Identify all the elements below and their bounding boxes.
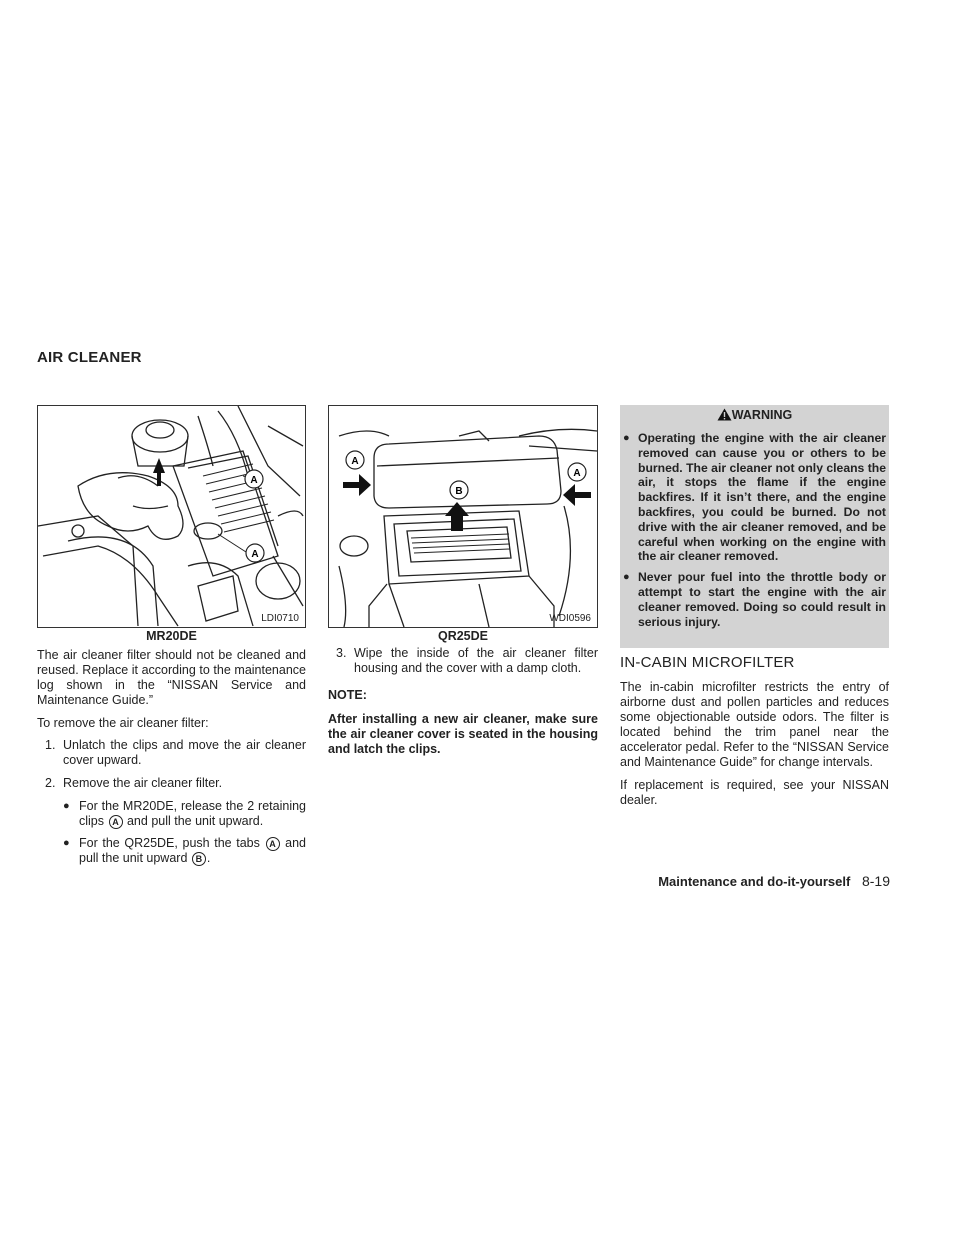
page-footer (658, 873, 890, 889)
bullet-dot: ● (623, 571, 630, 584)
warning-item (620, 431, 889, 564)
bullet-dot: ● (63, 837, 70, 849)
step-number: 1. (45, 738, 56, 752)
removal-lead: To remove the air cleaner filter: (37, 716, 209, 730)
figure-label-b: B (455, 486, 463, 497)
figure-code: LDI0710 (261, 613, 299, 624)
step-text: Unlatch the clips and move the air cleaner cover upward. (63, 738, 306, 767)
step-2 (37, 776, 306, 791)
marker-b: B (192, 852, 206, 866)
figure-label-a: A (573, 468, 581, 479)
column-1 (37, 648, 306, 873)
step-1 (37, 738, 306, 768)
microfilter-heading: IN-CABIN MICROFILTER (620, 654, 795, 671)
figure-label-a: A (250, 475, 258, 486)
warning-box (620, 405, 889, 648)
warning-item (620, 570, 889, 629)
bullet-qr25de (37, 836, 306, 866)
warning-text: Operating the engine with the air cleaner removed can cause you or others to be burned. The air cleaner not only cleans the air, it stops the flame if the engine backfires. If it isn’t there, and the engine backfires, you could be burned. Do not drive with the air cleaner removed, and be careful when working on the engine with the air cleaner removed. (638, 431, 886, 564)
figure-caption: MR20DE (146, 629, 197, 643)
figure-code: WDI0596 (549, 613, 591, 624)
footer-section: Maintenance and do-it-yourself (658, 874, 851, 889)
figure-qr25de (328, 405, 598, 628)
microfilter-paragraph: If replacement is required, see your NISSAN dealer. (620, 778, 889, 807)
page-number: 8-19 (861, 873, 890, 889)
microfilter-paragraph: The in-cabin microfilter restricts the entry of airborne dust and pollen particles and reduces some objectionable outside odors. The filter is located behind the trim panel near the accelerator pedal. Refer to the “NISSAN Service and Maintenance Guide” for change intervals. (620, 680, 889, 769)
step-text: Wipe the inside of the air cleaner filter housing and the cover with a damp cloth. (354, 646, 598, 675)
bullet-text: For the QR25DE, push the tabs A and pull the unit upward B . (79, 836, 307, 865)
warning-header (620, 405, 889, 426)
step-number: 3. (336, 646, 347, 660)
note-body: After installing a new air cleaner, make sure the air cleaner cover is seated in the housing and latch the clips. (328, 712, 598, 756)
marker-a: A (266, 837, 280, 851)
figure-mr20de (37, 405, 306, 628)
microfilter-section (620, 680, 889, 808)
bullet-dot: ● (63, 800, 70, 812)
figure-label-a: A (251, 549, 259, 560)
column-2 (328, 646, 598, 757)
warning-text: Never pour fuel into the throttle body or attempt to start the engine with the air cleaner removed. Doing so could result in serious injury. (638, 570, 886, 629)
bullet-dot: ● (623, 432, 630, 444)
warning-title: WARNING (731, 408, 793, 422)
figure-label-a: A (351, 456, 359, 467)
figure-caption: QR25DE (437, 629, 489, 643)
bullet-text: For the MR20DE, release the 2 retaining clips A and pull the unit upward. (79, 799, 306, 828)
marker-a: A (109, 815, 123, 829)
bullet-mr20de (37, 799, 306, 829)
warning-triangle-icon (717, 408, 732, 421)
section-title: AIR CLEANER (37, 349, 142, 366)
step-text: Remove the air cleaner filter. (63, 776, 223, 790)
intro-paragraph: The air cleaner filter should not be cleaned and reused. Replace it according to the maintenance log shown in the “NISSAN Service and Maintenance Guide.” (37, 648, 306, 707)
step-3 (328, 646, 598, 676)
mr20de-illustration (38, 406, 305, 627)
step-number: 2. (45, 776, 56, 790)
qr25de-illustration (329, 406, 597, 627)
note-title: NOTE: (328, 688, 367, 702)
